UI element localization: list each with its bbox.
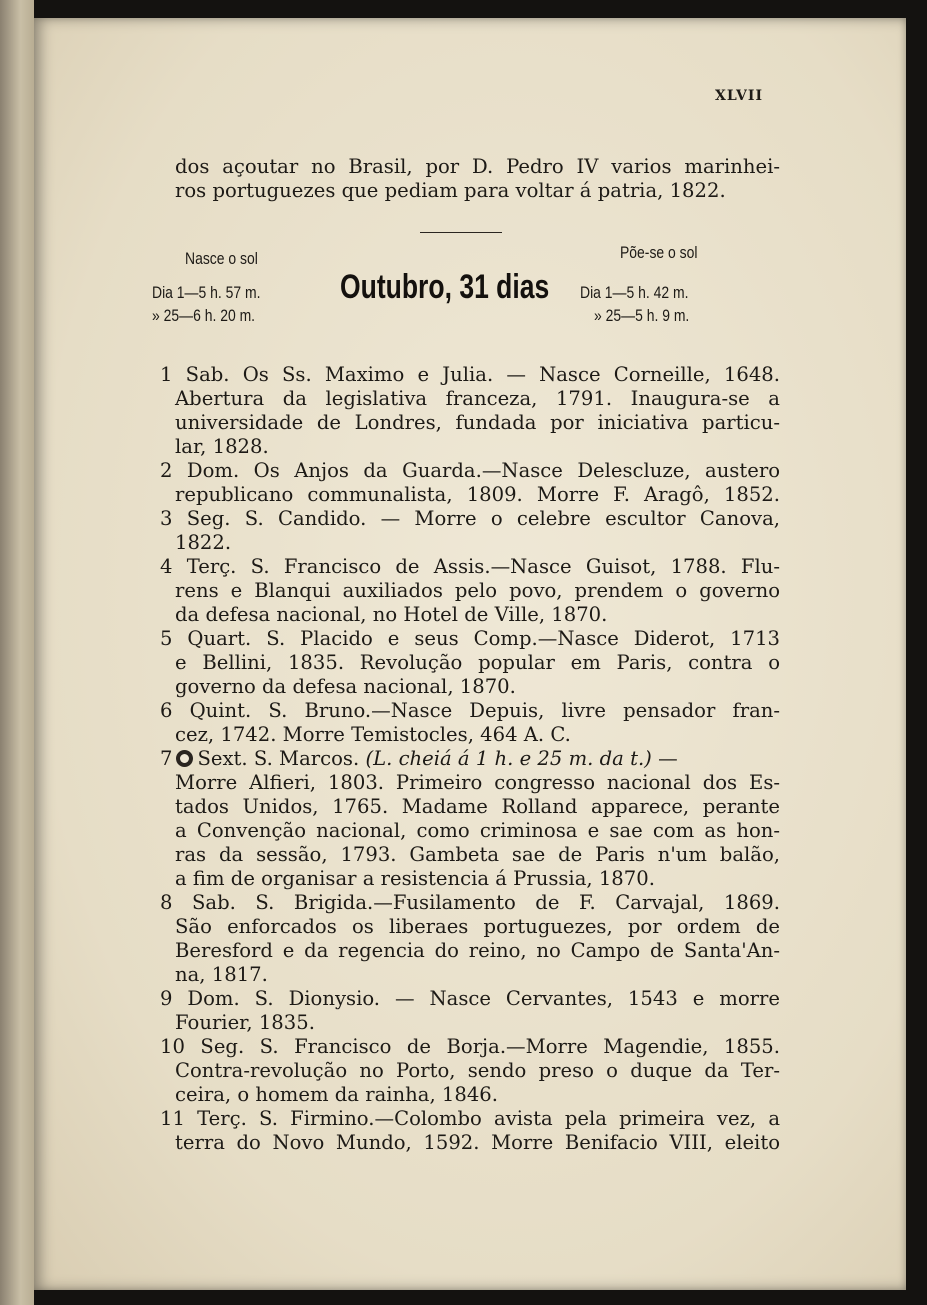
day-saint: Sext. S. Marcos. [197,747,360,770]
entry-line: rens e Blanqui auxiliados pelo povo, prendem o governo [175,579,780,602]
entry-line: ras da sessão, 1793. Gambeta sae de Paris n'um balão, [175,843,780,866]
entry-line: 3 Seg. S. Candido. — Morre o celebre escultor Canova, [160,507,780,530]
entry-line: Morre Alfieri, 1803. Primeiro congresso nacional dos Es- [175,771,780,794]
entry-line: cez, 1742. Morre Temistocles, 464 A. C. [175,723,571,746]
entry-line: Abertura da legislativa franceza, 1791. Inaugura-se a [175,387,780,410]
entry-line: 10 Seg. S. Francisco de Borja.—Morre Magendie, 1855. [160,1035,780,1058]
entry-line: na, 1817. [175,963,268,986]
entry-line: 2 Dom. Os Anjos da Guarda.—Nasce Delescluze, austero [160,459,780,482]
entry-line: 5 Quart. S. Placido e seus Comp.—Nasce Diderot, 1713 [160,627,780,650]
entry-line: São enforcados os liberaes portuguezes, por ordem de [175,915,780,938]
entry-line: da defesa nacional, no Hotel de Ville, 1870. [175,603,608,626]
continuation-line: ros portuguezes que pediam para voltar á patria, 1822. [175,179,726,202]
entry-line: republicano communalista, 1809. Morre F. Aragô, 1852. [175,483,780,506]
sunset-label: Põe-se o sol [620,243,698,262]
entry-line: universidade de Londres, fundada por iniciativa particu- [175,411,780,434]
entry-line: e Bellini, 1835. Revolução popular em Paris, contra o [175,651,780,674]
entry-line: a fim de organisar a resistencia á Prussia, 1870. [175,867,655,890]
entry-line-moon [160,747,780,771]
entry-line: a Convenção nacional, como criminosa e sae com as hon- [175,819,780,842]
month-title: Outubro, 31 dias [340,268,550,306]
entry-line: Beresford e da regencia do reino, no Campo de Santa'An- [175,939,780,962]
moon-phase-note: (L. cheiá á 1 h. e 25 m. da t.) [365,747,652,770]
continuation-line: dos açoutar no Brasil, por D. Pedro IV varios marinhei- [175,155,780,178]
entry-line: 1 Sab. Os Ss. Maximo e Julia. — Nasce Corneille, 1648. [160,363,780,386]
sunrise-day-25: » 25—6 h. 20 m. [152,306,256,325]
day-number: 7 [160,747,173,770]
entry-line: 8 Sab. S. Brigida.—Fusilamento de F. Carvajal, 1869. [160,891,780,914]
separator-rule [420,232,502,233]
page-number: XLVII [715,88,764,104]
entry-line: 6 Quint. S. Bruno.—Nasce Depuis, livre pensador fran- [160,699,780,722]
sunrise-day-1: Dia 1—5 h. 57 m. [152,283,261,302]
entry-line: 11 Terç. S. Firmino.—Colombo avista pela primeira vez, a [160,1107,780,1130]
entry-line: lar, 1828. [175,435,269,458]
entry-line: Contra-revolução no Porto, sendo preso o duque da Ter- [175,1059,780,1082]
entry-line: governo da defesa nacional, 1870. [175,675,516,698]
entry-line: tados Unidos, 1765. Madame Rolland apparece, perante [175,795,780,818]
dash: — [651,747,678,770]
sunrise-label: Nasce o sol [185,249,258,268]
entry-line: 9 Dom. S. Dionysio. — Nasce Cervantes, 1543 e morre [160,987,780,1010]
entry-line: 1822. [175,531,232,554]
sunset-day-1: Dia 1—5 h. 42 m. [580,283,689,302]
entry-line: Fourier, 1835. [175,1011,315,1034]
entry-line: ceira, o homem da rainha, 1846. [175,1083,499,1106]
previous-page-edge [0,0,34,1305]
entry-line: 4 Terç. S. Francisco de Assis.—Nasce Guisot, 1788. Flu- [160,555,780,578]
full-moon-icon [176,750,193,767]
entry-line: terra do Novo Mundo, 1592. Morre Benifacio VIII, eleito [175,1131,780,1154]
sunset-day-25: » 25—5 h. 9 m. [594,306,690,325]
